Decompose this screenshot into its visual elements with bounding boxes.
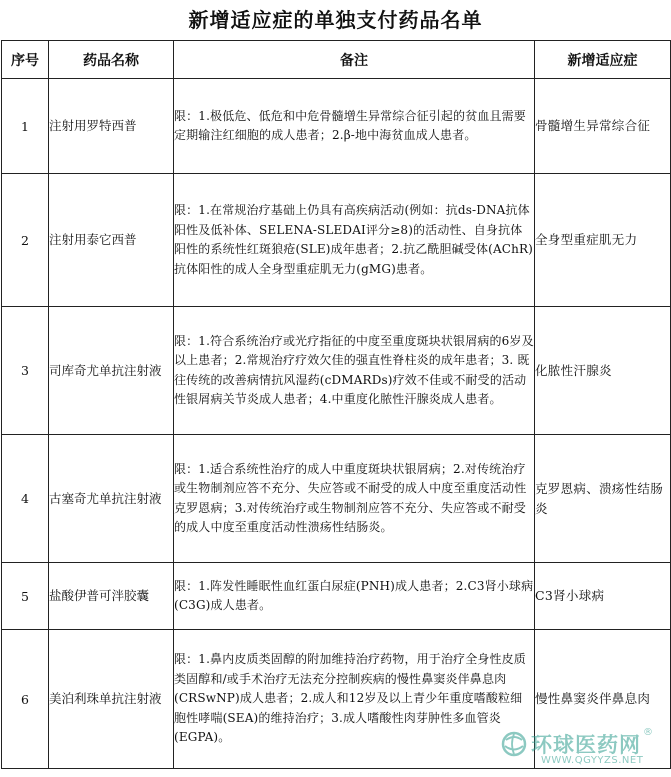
row-note: 限：1.阵发性睡眠性血红蛋白尿症(PNH)成人患者；2.C3肾小球病(C3G)成人患者。 (174, 563, 535, 630)
drug-list-table (1, 40, 671, 769)
row-note: 限：1.在常规治疗基础上仍具有高疾病活动(例如：抗ds-DNA抗体阳性及低补体、SELENA-SLEDAI评分≥8)的活动性、自身抗体阳性的系统性红斑狼疮(SLE)成年患者；2.抗乙酰胆碱受体(AChR)抗体阳性的成人全身型重症肌无力(gMG)患者。 (174, 174, 535, 307)
row-seq: 2 (2, 174, 49, 307)
row-indication: 全身型重症肌无力 (535, 174, 671, 307)
header-indication: 新增适应症 (535, 41, 671, 79)
row-indication: 化脓性汗腺炎 (535, 307, 671, 435)
row-drug-name: 盐酸伊普可泮胶囊 (49, 563, 174, 630)
row-note: 限：1.极低危、低危和中危骨髓增生异常综合征引起的贫血且需要定期输注红细胞的成人患者；2.β-地中海贫血成人患者。 (174, 79, 535, 174)
header-note: 备注 (174, 41, 535, 79)
row-drug-name: 司库奇尤单抗注射液 (49, 307, 174, 435)
row-note: 限：1.符合系统治疗或光疗指征的中度至重度斑块状银屑病的6岁及以上患者；2.常规治疗疗效欠佳的强直性脊柱炎的成年患者；3. 既往传统的改善病情抗风湿药(cDMARDs)疗效不佳或不耐受的活动性银屑病关节炎成人患者；4.中重度化脓性汗腺炎成人患者。 (174, 307, 535, 435)
table-row (2, 307, 671, 435)
row-indication: C3肾小球病 (535, 563, 671, 630)
row-seq: 1 (2, 79, 49, 174)
row-note: 限：1.适合系统性治疗的成人中重度斑块状银屑病；2.对传统治疗或生物制剂应答不充分、失应答或不耐受的成人中度至重度活动性克罗恩病；3.对传统治疗或生物制剂应答不充分、失应答或不耐受的成人中度至重度活动性溃疡性结肠炎。 (174, 435, 535, 563)
row-drug-name: 古塞奇尤单抗注射液 (49, 435, 174, 563)
header-seq: 序号 (2, 41, 49, 79)
header-drug-name: 药品名称 (49, 41, 174, 79)
row-seq: 3 (2, 307, 49, 435)
table-row (2, 174, 671, 307)
watermark-url: WWW.QGYYZS.NET (541, 755, 644, 766)
row-drug-name: 注射用泰它西普 (49, 174, 174, 307)
table-row (2, 563, 671, 630)
table-row (2, 79, 671, 174)
row-indication: 慢性鼻窦炎伴鼻息肉 (535, 630, 671, 769)
row-note: 限：1.鼻内皮质类固醇的附加维持治疗药物，用于治疗全身性皮质类固醇和/或手术治疗无法充分控制疾病的慢性鼻窦炎伴鼻息肉(CRSwNP)成人患者；2.成人和12岁及以上青少年重度嗜酸粒细胞性哮喘(SEA)的维持治疗；3.成人嗜酸性肉芽肿性多血管炎(EGPA)。 (174, 630, 535, 769)
table-row (2, 435, 671, 563)
registered-mark: ® (643, 727, 653, 738)
row-drug-name: 注射用罗特西普 (49, 79, 174, 174)
row-indication: 骨髓增生异常综合征 (535, 79, 671, 174)
row-drug-name: 美泊利珠单抗注射液 (49, 630, 174, 769)
row-seq: 4 (2, 435, 49, 563)
page-title: 新增适应症的单独支付药品名单 (188, 8, 483, 32)
globe-logo-icon (501, 731, 527, 757)
row-indication: 克罗恩病、溃疡性结肠炎 (535, 435, 671, 563)
watermark-brand: 环球医药网 (531, 733, 641, 757)
watermark (501, 727, 661, 771)
row-seq: 5 (2, 563, 49, 630)
header-row (2, 41, 671, 79)
row-seq: 6 (2, 630, 49, 769)
